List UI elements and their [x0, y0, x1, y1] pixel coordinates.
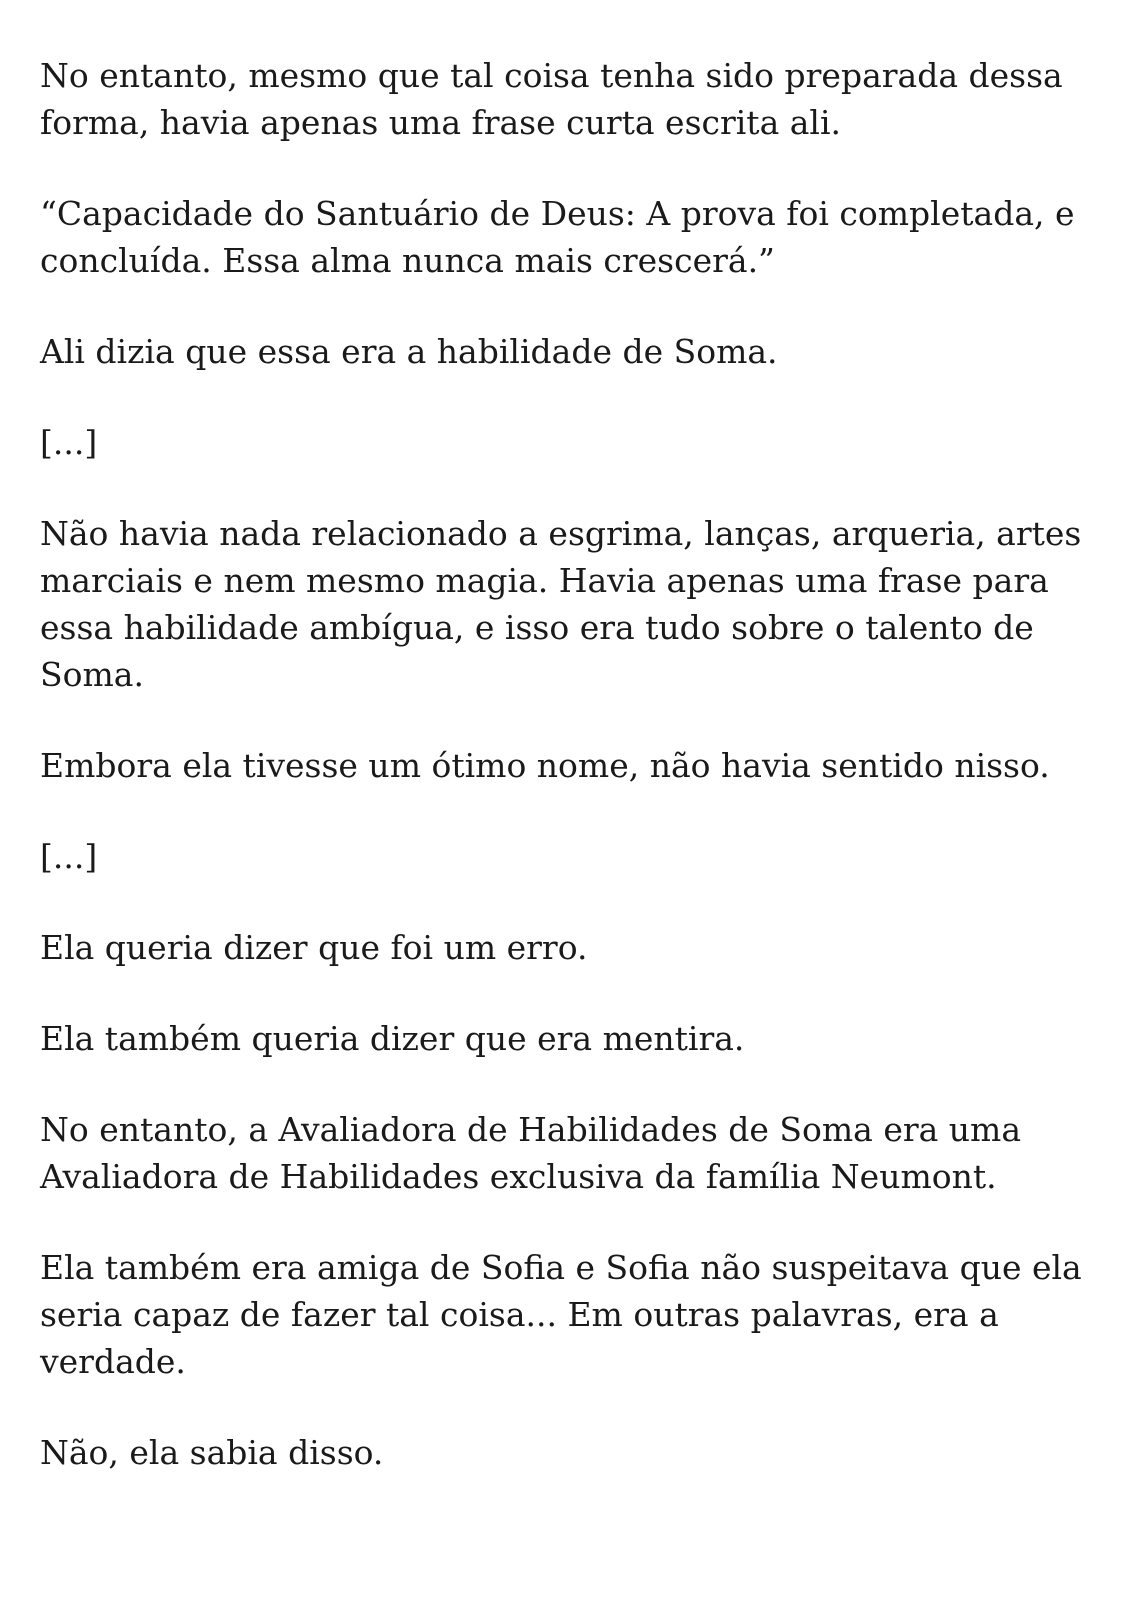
paragraph: Ela queria dizer que foi um erro.: [40, 928, 588, 967]
paragraph: Ela também era amiga de Sofia e Sofia não suspeitava que ela seria capaz de fazer tal coisa... Em outras palavras, era a verdade.: [40, 1248, 1082, 1381]
ellipsis-marker: [...]: [40, 423, 98, 462]
paragraph: No entanto, mesmo que tal coisa tenha sido preparada dessa forma, havia apenas uma frase curta escrita ali.: [40, 56, 1063, 142]
paragraph: Não havia nada relacionado a esgrima, lanças, arqueria, artes marciais e nem mesmo magia. Havia apenas uma frase para essa habilidade ambígua, e isso era tudo sobre o talento de Soma.: [40, 514, 1082, 694]
ellipsis-marker: [...]: [40, 837, 98, 876]
paragraph: Ali dizia que essa era a habilidade de Soma.: [40, 332, 778, 371]
paragraph: No entanto, a Avaliadora de Habilidades de Soma era uma Avaliadora de Habilidades exclusiva da família Neumont.: [40, 1110, 1022, 1196]
paragraph: “Capacidade do Santuário de Deus: A prova foi completada, e concluída. Essa alma nunca mais crescerá.”: [40, 194, 1075, 280]
paragraph: Ela também queria dizer que era mentira.: [40, 1019, 745, 1058]
paragraph: Não, ela sabia disso.: [40, 1433, 384, 1472]
paragraph: Embora ela tivesse um ótimo nome, não havia sentido nisso.: [40, 746, 1050, 785]
